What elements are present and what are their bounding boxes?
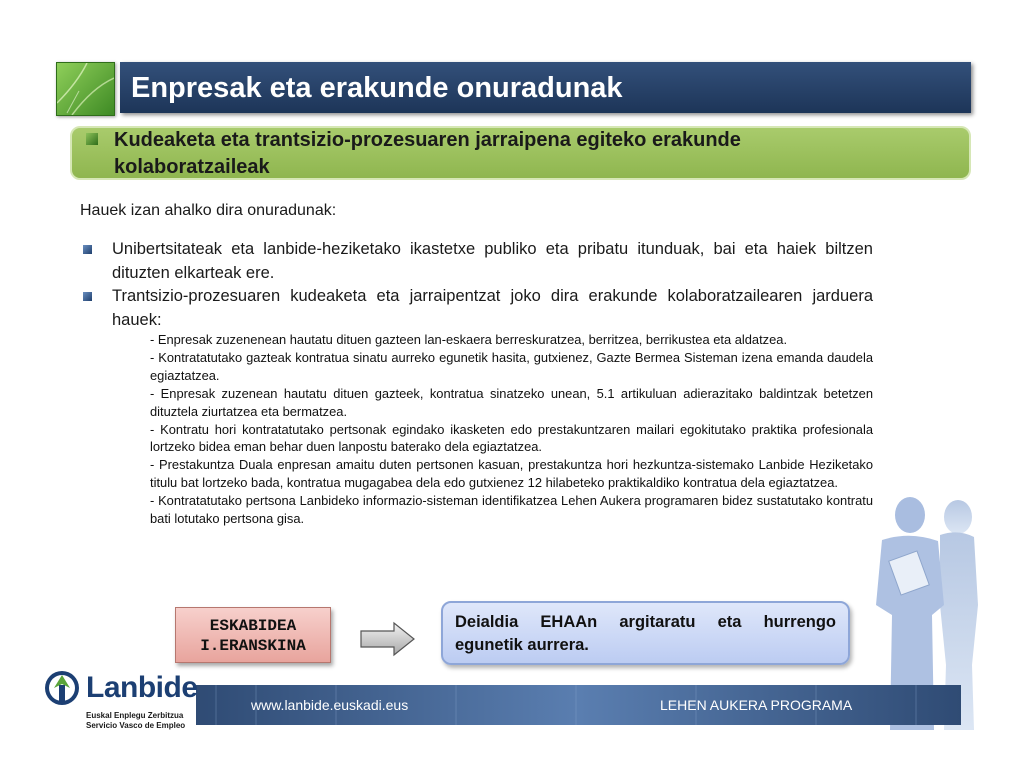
blue-square-bullet-icon [83,245,92,254]
eskabidea-button[interactable] [175,607,331,663]
intro-text: Hauek izan ahalko dira onuradunak: [80,202,337,219]
green-square-bullet-icon [86,133,98,145]
program-name: LEHEN AUKERA PROGRAMA [660,697,853,713]
page-title: Enpresak eta erakunde onuradunak [131,72,623,104]
sub-item: - Enpresak zuzenean hautatu dituen gazteek, kontratua sinatzeko unean, 5.1 artikuluan adierazitako baldintzak betetzen dituztela ziurtatzea eta bermatzea. [150,385,873,419]
leaf-pattern-icon [57,63,114,115]
publication-note: Deialdia EHAAn argitaratu eta hurrengo egunetik aurrera. [441,601,850,665]
website-link[interactable]: www.lanbide.euskadi.eus [251,697,409,713]
blue-square-bullet-icon [83,292,92,301]
right-arrow-icon [358,620,418,660]
section-subtitle: Kudeaketa eta trantsizio-prozesuaren jarraipena egiteko erakunde kolaboratzaileak [114,129,741,178]
lanbide-logo-text: Lanbide [86,671,198,704]
title-decoration-square [56,62,115,116]
bullet-item: Trantsizio-prozesuaren kudeaketa eta jarraipentzat joko dira erakunde kolaboratzailearen jarduera hauek: [112,287,873,329]
bullet-item: Unibertsitateak eta lanbide-heziketako ikastetxe publiko eta pribatu itunduak, bai eta haiek biltzen dituzten elkarteak ere. [112,240,873,282]
eskabidea-label: ESKABIDEA [209,617,297,635]
sub-item: - Enpresak zuzenenean hautatu dituen gazteen lan-eskaera berreskuratzea, berritzea, berrikustea eta aldatzea. [150,332,788,347]
sub-item-list [150,331,873,528]
sub-item: - Prestakuntza Duala enpresan amaitu duten pertsonen kasuan, prestakuntza hori hezkuntza-sistemako Lanbide Heziketako titulu bat lortzeko bada, kontratua mugagabea dela edo gutxienez 12 hilabeteko praktikaldiko kontratua dela egiaztatzea. [150,457,873,491]
sub-item: - Kontratatutako pertsona Lanbideko informazio-sisteman identifikatzea Lehen Aukera programaren bidez sustatutako kontratu bati lotutako pertsona gisa. [150,493,873,527]
logo-subtitle-basque: Euskal Enplegu Zerbitzua [86,711,184,720]
logo-subtitle-spanish: Servicio Vasco de Empleo [86,721,186,730]
sub-item: - Kontratatutako gazteak kontratua sinatu aurreko egunetik hasita, gutxienez, Gazte Bermea Sisteman izena emanda daudela egiaztatzea. [150,349,873,383]
sub-item: - Kontratu hori kontratatutako pertsonak egindako ikasketen edo prestakuntzaren mailari egokitutako praktika profesionala lortzeko bidea eman behar duen lanpostu baterako dela egiaztatzea. [150,421,873,455]
lanbide-logo-icon [44,668,80,708]
annex-label: I.ERANSKINA [200,637,306,655]
